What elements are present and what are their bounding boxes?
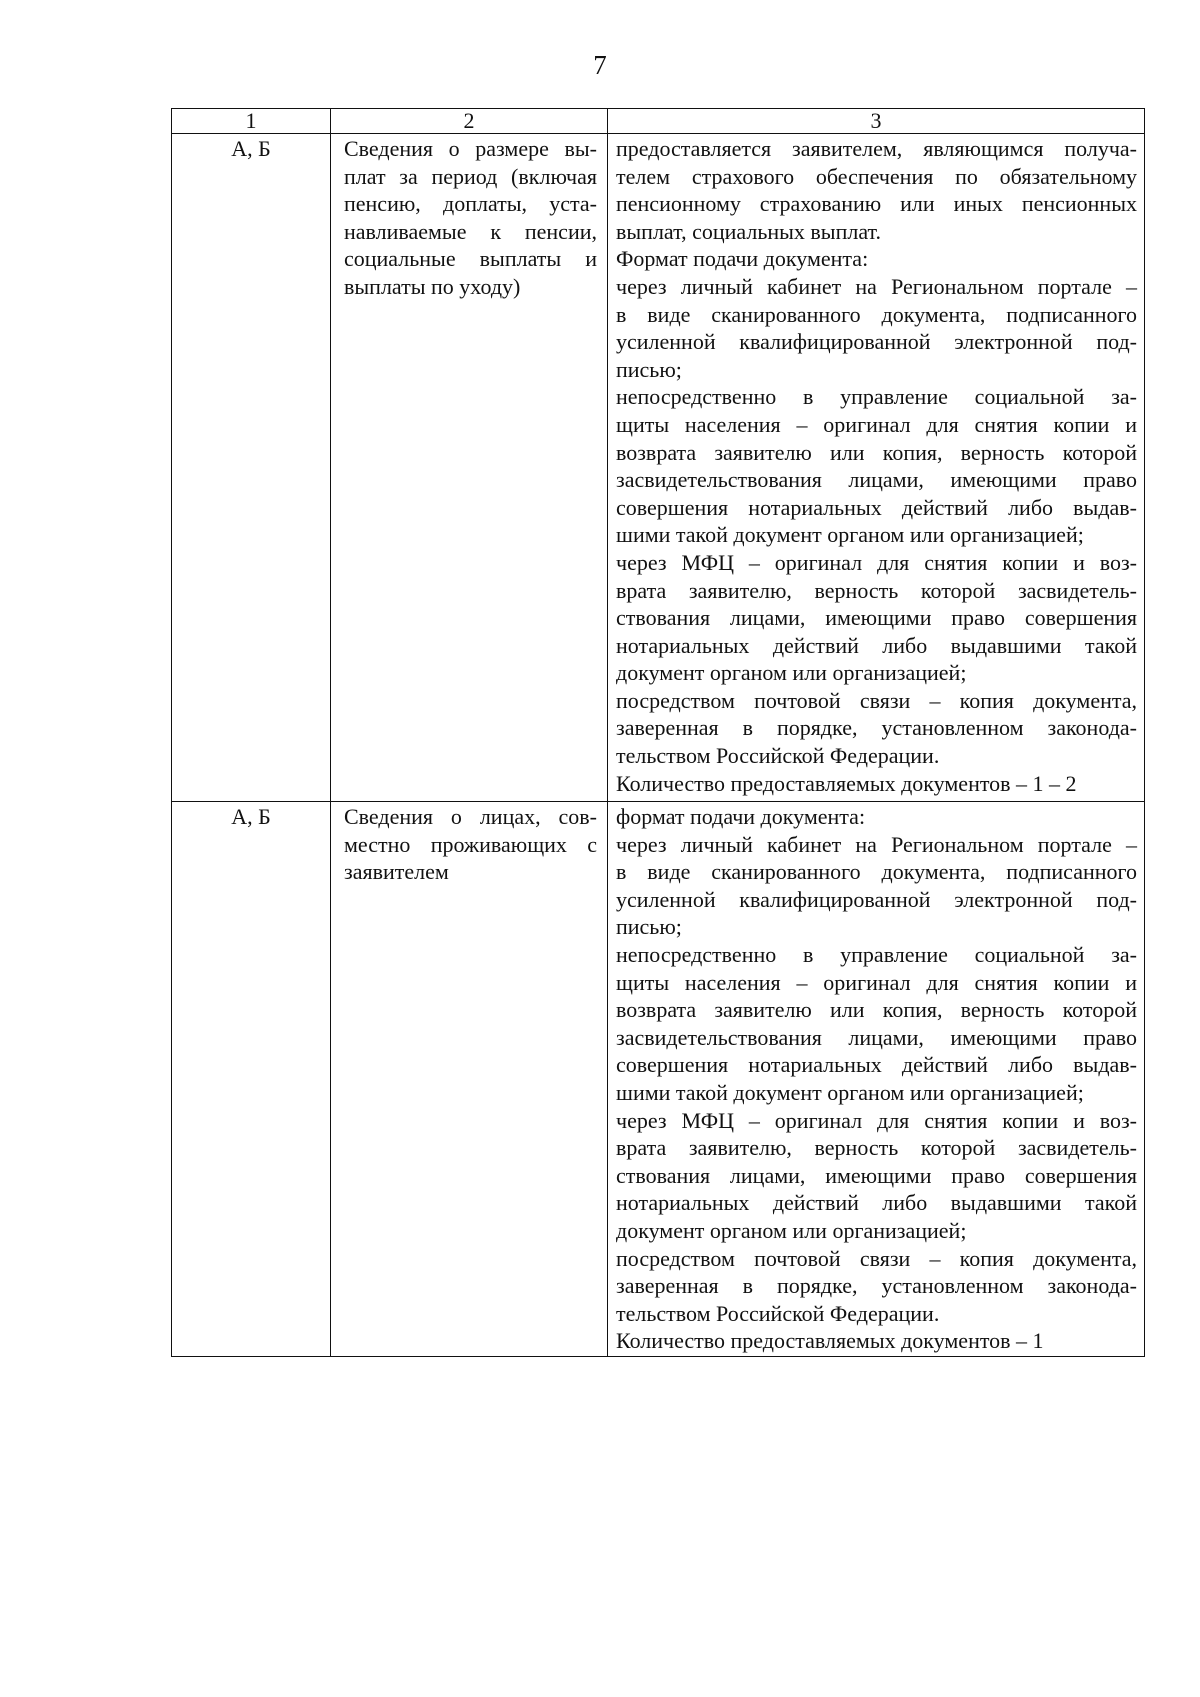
document-description-cell xyxy=(608,802,1145,1357)
column-header-2: 2 xyxy=(331,109,608,134)
text-line: документ органом или организацией; xyxy=(616,1217,967,1243)
text-line: усиленной квалифицированной электронной под- xyxy=(616,329,1137,355)
text-line: Сведения о размере вы- xyxy=(344,136,597,161)
text-line: врата заявителю, верность которой засвидетель- xyxy=(616,1135,1137,1161)
text-line: заверенная в порядке, установленном законода- xyxy=(616,1273,1137,1299)
text-line: засвидетельствования лицами, имеющими право xyxy=(616,1024,1137,1050)
text-line: непосредственно в управление социальной за- xyxy=(616,941,1137,967)
document-name-cell xyxy=(331,802,608,1357)
text-line: ствования лицами, имеющими право совершения xyxy=(616,1162,1137,1188)
text-line: формат подачи документа: xyxy=(616,804,866,829)
column-header-1: 1 xyxy=(172,109,331,134)
text-line: через МФЦ – оригинал для снятия копии и воз- xyxy=(616,1107,1137,1133)
text-line: щиты населения – оригинал для снятия копии и xyxy=(616,411,1137,437)
table-row xyxy=(172,802,1145,1357)
document-description-cell xyxy=(608,134,1145,802)
text-line: предоставляется заявителем, являющимся получа- xyxy=(616,136,1137,161)
text-line: посредством почтовой связи – копия документа, xyxy=(616,687,1137,713)
text-line: в виде сканированного документа, подписанного xyxy=(616,301,1137,327)
text-line: выплат, социальных выплат. xyxy=(616,218,881,244)
text-line: Количество предоставляемых документов – 1 xyxy=(616,1328,1044,1354)
text-line: Количество предоставляемых документов – 1 – 2 xyxy=(616,770,1077,796)
text-line: через личный кабинет на Региональном портале – xyxy=(616,831,1137,857)
column-header-3: 3 xyxy=(608,109,1145,134)
text-line: Сведения о лицах, сов- xyxy=(344,804,597,829)
text-line: телем страхового обеспечения по обязательному xyxy=(616,163,1137,189)
text-line: возврата заявителю или копия, верность которой xyxy=(616,997,1137,1023)
text-line: щиты населения – оригинал для снятия копии и xyxy=(616,969,1137,995)
text-line: писью; xyxy=(616,914,682,940)
text-line: через МФЦ – оригинал для снятия копии и воз- xyxy=(616,549,1137,575)
table-header-row xyxy=(172,109,1145,134)
text-line: посредством почтовой связи – копия документа, xyxy=(616,1245,1137,1271)
applicant-category-cell: А, Б xyxy=(172,802,331,1357)
text-line: навливаемые к пенсии, xyxy=(344,218,597,244)
text-line: шими такой документ органом или организацией; xyxy=(616,1079,1084,1105)
text-line: усиленной квалифицированной электронной под- xyxy=(616,886,1137,912)
text-line: местно проживающих с xyxy=(344,831,597,857)
text-line: ствования лицами, имеющими право совершения xyxy=(616,605,1137,631)
text-line: совершения нотариальных действий либо выдав- xyxy=(616,494,1137,520)
text-line: плат за период (включая xyxy=(344,163,597,189)
text-line: в виде сканированного документа, подписанного xyxy=(616,859,1137,885)
text-line: нотариальных действий либо выдавшими такой xyxy=(616,1190,1137,1216)
text-line: засвидетельствования лицами, имеющими право xyxy=(616,467,1137,493)
documents-table xyxy=(171,108,1145,1357)
text-line: возврата заявителю или копия, верность которой xyxy=(616,439,1137,465)
text-line: пенсию, доплаты, уста- xyxy=(344,191,597,217)
text-line: шими такой документ органом или организацией; xyxy=(616,522,1084,548)
text-line: совершения нотариальных действий либо выдав- xyxy=(616,1052,1137,1078)
text-line: Формат подачи документа: xyxy=(616,246,869,272)
text-line: писью; xyxy=(616,356,682,382)
text-line: непосредственно в управление социальной за- xyxy=(616,384,1137,410)
page-number: 7 xyxy=(593,50,607,80)
text-line: врата заявителю, верность которой засвидетель- xyxy=(616,577,1137,603)
document-name-cell xyxy=(331,134,608,802)
table-row xyxy=(172,134,1145,802)
text-line: тельством Российской Федерации. xyxy=(616,743,940,769)
text-line: социальные выплаты и xyxy=(344,246,597,272)
text-line: выплаты по уходу) xyxy=(344,273,521,299)
text-line: пенсионному страхованию или иных пенсионных xyxy=(616,191,1137,217)
text-line: заверенная в порядке, установленном законода- xyxy=(616,715,1137,741)
text-line: документ органом или организацией; xyxy=(616,660,967,686)
text-line: нотариальных действий либо выдавшими такой xyxy=(616,632,1137,658)
text-line: заявителем xyxy=(344,859,449,885)
text-line: тельством Российской Федерации. xyxy=(616,1300,940,1326)
text-line: через личный кабинет на Региональном портале – xyxy=(616,273,1137,299)
applicant-category-cell: А, Б xyxy=(172,134,331,802)
